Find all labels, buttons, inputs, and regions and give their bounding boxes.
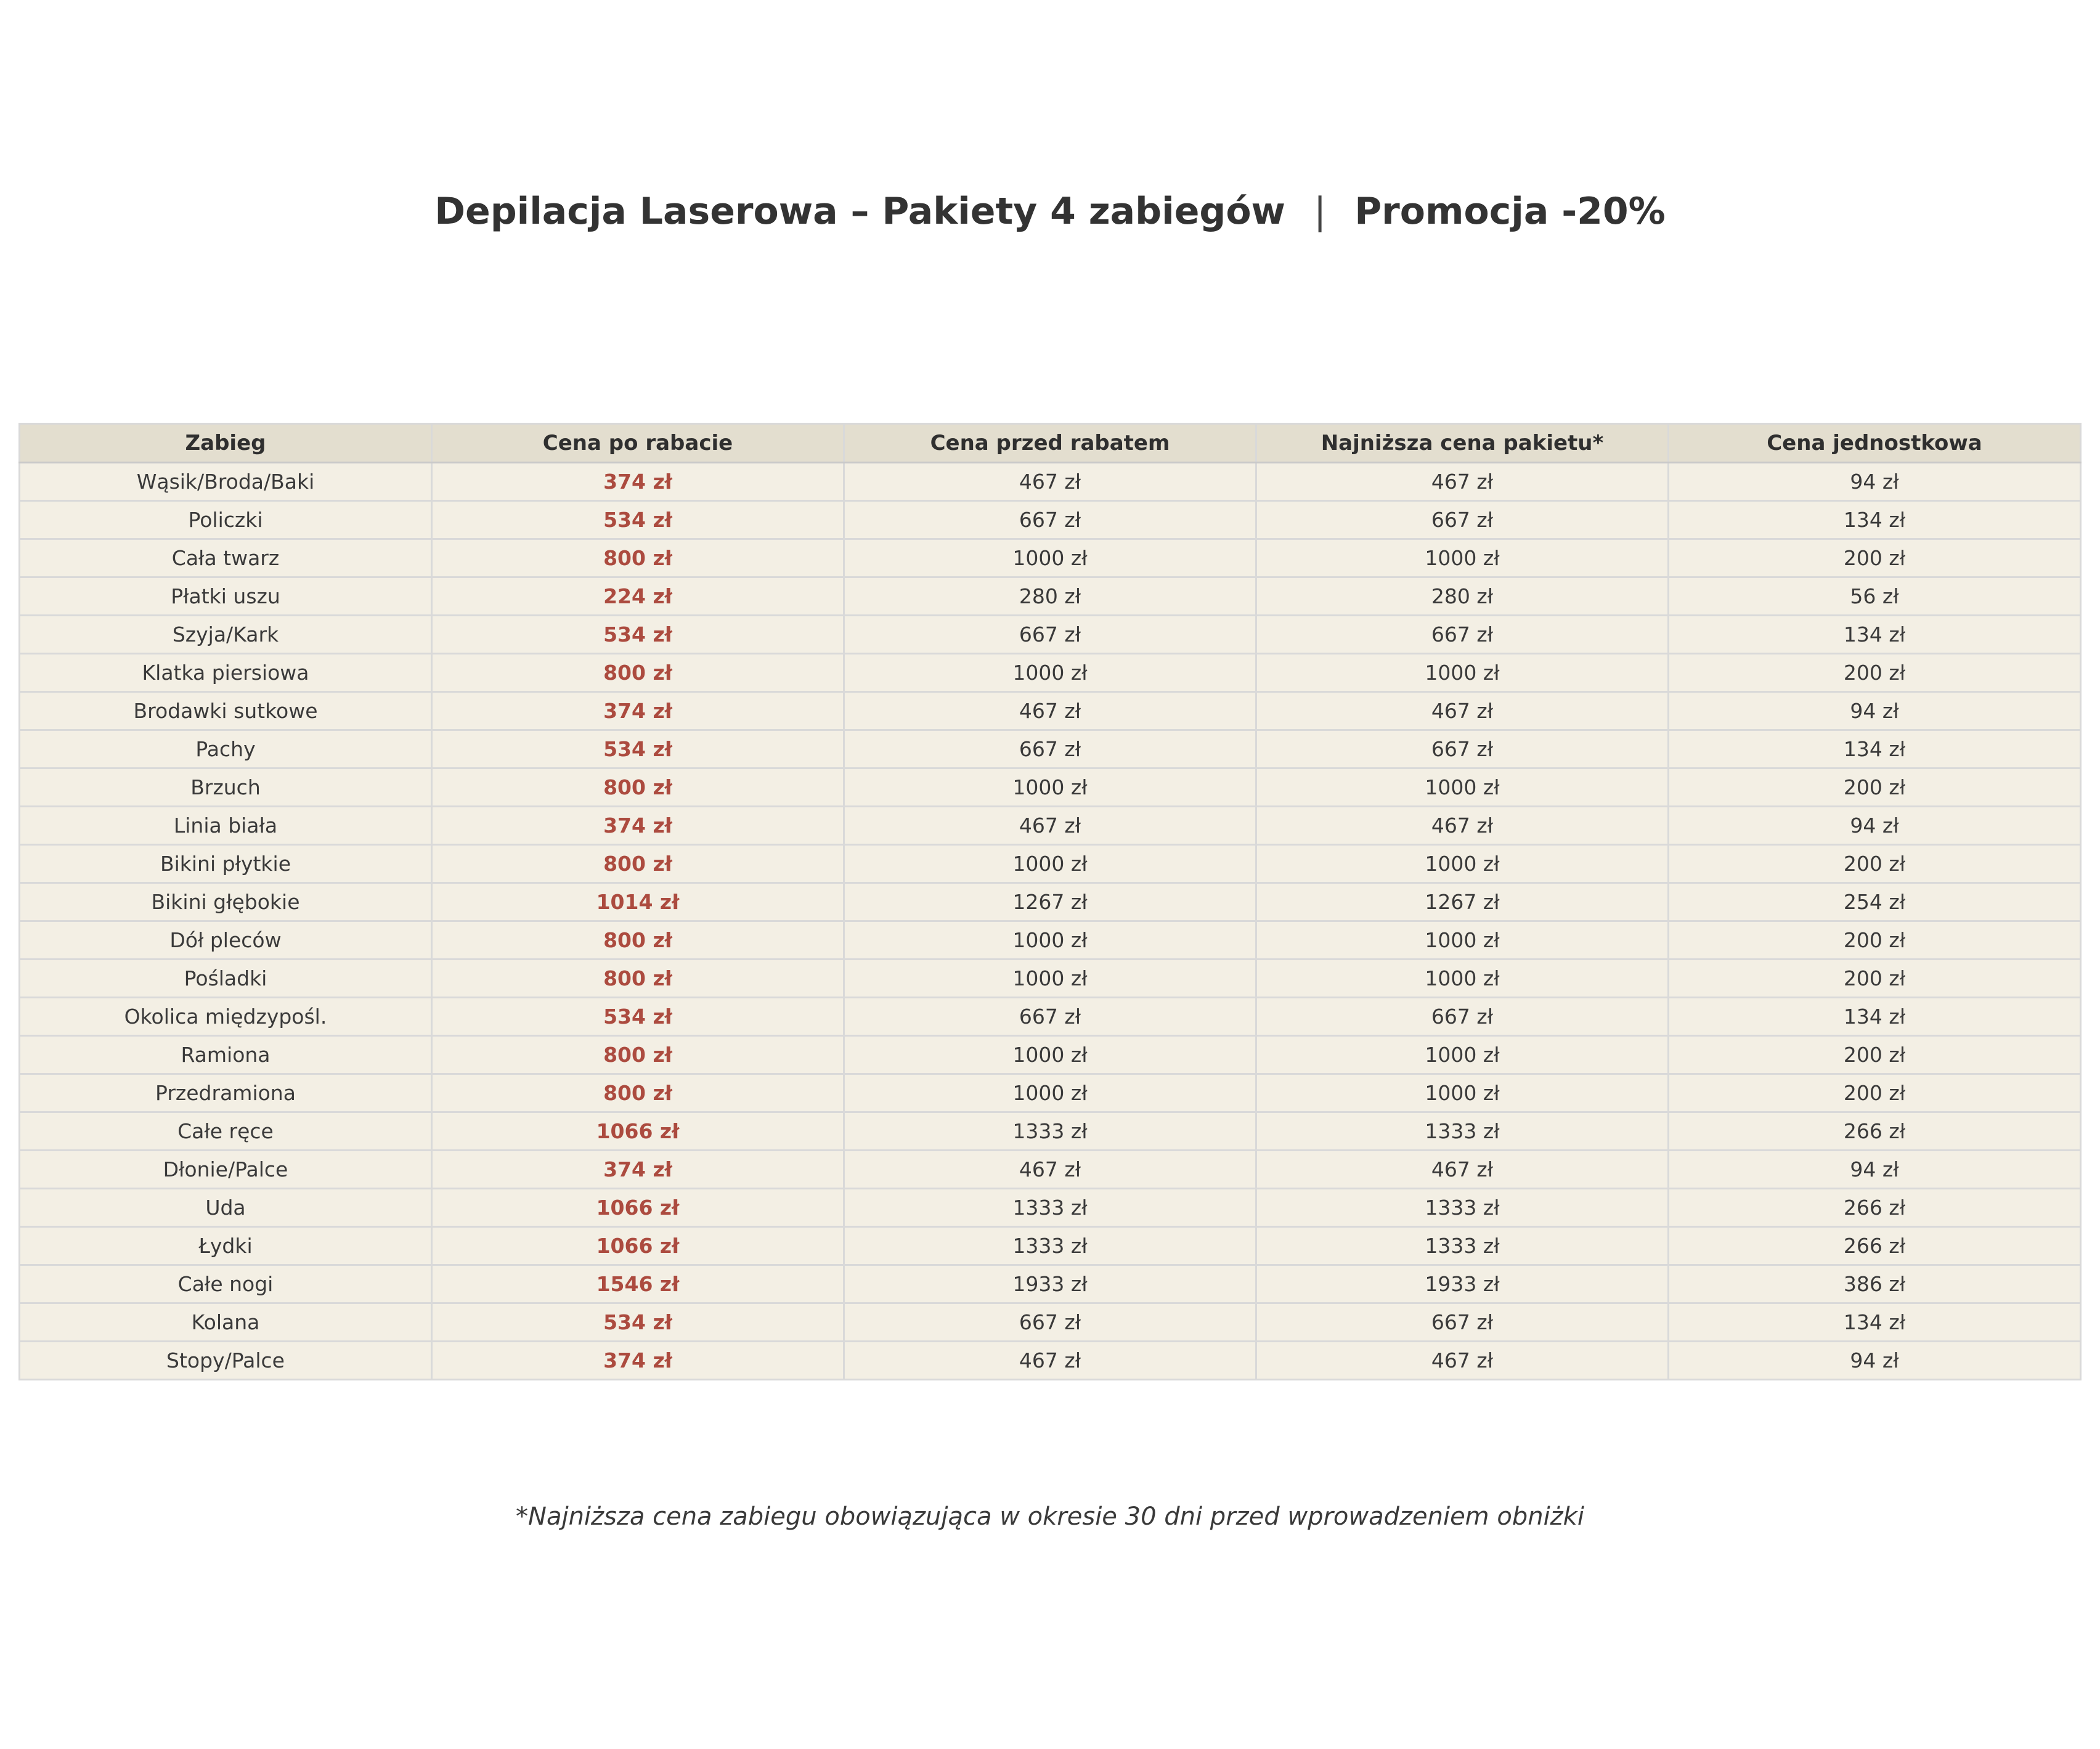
unit-price-cell: 134 zł xyxy=(1669,730,2081,768)
treatment-cell: Ramiona xyxy=(20,1036,432,1074)
discount-price-cell: 800 zł xyxy=(432,1074,844,1112)
discount-price-cell: 374 zł xyxy=(432,692,844,730)
unit-price-cell: 56 zł xyxy=(1669,577,2081,616)
table-row xyxy=(20,616,2081,654)
column-header-unit-price: Cena jednostkowa xyxy=(1669,424,2081,463)
lowest-package-price-cell: 667 zł xyxy=(1256,998,1669,1036)
lowest-package-price-cell: 467 zł xyxy=(1256,692,1669,730)
lowest-package-price-cell: 1000 zł xyxy=(1256,1036,1669,1074)
discount-price-cell: 1546 zł xyxy=(432,1265,844,1303)
discount-price-cell: 800 zł xyxy=(432,1036,844,1074)
pre-discount-price-cell: 1333 zł xyxy=(844,1227,1256,1265)
discount-price-cell: 224 zł xyxy=(432,577,844,616)
unit-price-cell: 386 zł xyxy=(1669,1265,2081,1303)
pre-discount-price-cell: 1000 zł xyxy=(844,539,1256,577)
discount-price-cell: 800 zł xyxy=(432,960,844,998)
unit-price-cell: 200 zł xyxy=(1669,539,2081,577)
pre-discount-price-cell: 1000 zł xyxy=(844,960,1256,998)
discount-price-cell: 534 zł xyxy=(432,998,844,1036)
lowest-package-price-cell: 1000 zł xyxy=(1256,654,1669,692)
discount-price-cell: 534 zł xyxy=(432,616,844,654)
treatment-cell: Linia biała xyxy=(20,807,432,845)
discount-price-cell: 800 zł xyxy=(432,768,844,807)
table-row xyxy=(20,1151,2081,1189)
footnote: *Najniższa cena zabiegu obowiązująca w okresie 30 dni przed wprowadzeniem obniżki xyxy=(516,1502,1584,1531)
lowest-package-price-cell: 667 zł xyxy=(1256,616,1669,654)
treatment-cell: Płatki uszu xyxy=(20,577,432,616)
discount-price-cell: 800 zł xyxy=(432,845,844,883)
discount-price-cell: 534 zł xyxy=(432,730,844,768)
unit-price-cell: 266 zł xyxy=(1669,1112,2081,1151)
unit-price-cell: 254 zł xyxy=(1669,883,2081,921)
table-row xyxy=(20,921,2081,960)
treatment-cell: Wąsik/Broda/Baki xyxy=(20,463,432,501)
pre-discount-price-cell: 467 zł xyxy=(844,1151,1256,1189)
title-separator: | xyxy=(1313,190,1327,233)
column-header-discount-price: Cena po rabacie xyxy=(432,424,844,463)
table-row xyxy=(20,692,2081,730)
discount-price-cell: 1066 zł xyxy=(432,1227,844,1265)
lowest-package-price-cell: 467 zł xyxy=(1256,1151,1669,1189)
lowest-package-price-cell: 1000 zł xyxy=(1256,845,1669,883)
table-row xyxy=(20,1112,2081,1151)
table-row xyxy=(20,768,2081,807)
table-body xyxy=(20,463,2081,1380)
lowest-package-price-cell: 1000 zł xyxy=(1256,921,1669,960)
discount-price-cell: 1014 zł xyxy=(432,883,844,921)
table-row xyxy=(20,998,2081,1036)
page-title xyxy=(0,190,2100,233)
lowest-package-price-cell: 467 zł xyxy=(1256,807,1669,845)
unit-price-cell: 94 zł xyxy=(1669,1151,2081,1189)
pre-discount-price-cell: 667 zł xyxy=(844,1303,1256,1342)
unit-price-cell: 200 zł xyxy=(1669,654,2081,692)
lowest-package-price-cell: 1933 zł xyxy=(1256,1265,1669,1303)
treatment-cell: Klatka piersiowa xyxy=(20,654,432,692)
table-row xyxy=(20,501,2081,539)
table-row xyxy=(20,1036,2081,1074)
lowest-package-price-cell: 1333 zł xyxy=(1256,1227,1669,1265)
unit-price-cell: 134 zł xyxy=(1669,616,2081,654)
pre-discount-price-cell: 1333 zł xyxy=(844,1189,1256,1227)
treatment-cell: Łydki xyxy=(20,1227,432,1265)
discount-price-cell: 1066 zł xyxy=(432,1112,844,1151)
unit-price-cell: 266 zł xyxy=(1669,1227,2081,1265)
pre-discount-price-cell: 1000 zł xyxy=(844,768,1256,807)
table-row xyxy=(20,1342,2081,1380)
unit-price-cell: 94 zł xyxy=(1669,807,2081,845)
treatment-cell: Całe nogi xyxy=(20,1265,432,1303)
treatment-cell: Kolana xyxy=(20,1303,432,1342)
pre-discount-price-cell: 1267 zł xyxy=(844,883,1256,921)
table-row xyxy=(20,1189,2081,1227)
treatment-cell: Cała twarz xyxy=(20,539,432,577)
pre-discount-price-cell: 467 zł xyxy=(844,692,1256,730)
table-row xyxy=(20,845,2081,883)
lowest-package-price-cell: 467 zł xyxy=(1256,1342,1669,1380)
treatment-cell: Brzuch xyxy=(20,768,432,807)
pre-discount-price-cell: 1933 zł xyxy=(844,1265,1256,1303)
lowest-package-price-cell: 1333 zł xyxy=(1256,1112,1669,1151)
unit-price-cell: 134 zł xyxy=(1669,998,2081,1036)
table-row xyxy=(20,539,2081,577)
discount-price-cell: 534 zł xyxy=(432,1303,844,1342)
unit-price-cell: 134 zł xyxy=(1669,501,2081,539)
treatment-cell: Dłonie/Palce xyxy=(20,1151,432,1189)
table-header xyxy=(20,424,2081,463)
table-row xyxy=(20,883,2081,921)
column-header-lowest-package-price: Najniższa cena pakietu* xyxy=(1256,424,1669,463)
unit-price-cell: 134 zł xyxy=(1669,1303,2081,1342)
table-row xyxy=(20,730,2081,768)
lowest-package-price-cell: 280 zł xyxy=(1256,577,1669,616)
treatment-cell: Bikini głębokie xyxy=(20,883,432,921)
column-header-treatment: Zabieg xyxy=(20,424,432,463)
pre-discount-price-cell: 667 zł xyxy=(844,998,1256,1036)
column-header-pre-discount-price: Cena przed rabatem xyxy=(844,424,1256,463)
unit-price-cell: 200 zł xyxy=(1669,1074,2081,1112)
lowest-package-price-cell: 1000 zł xyxy=(1256,1074,1669,1112)
lowest-package-price-cell: 667 zł xyxy=(1256,501,1669,539)
unit-price-cell: 200 zł xyxy=(1669,960,2081,998)
discount-price-cell: 374 zł xyxy=(432,1151,844,1189)
pre-discount-price-cell: 1000 zł xyxy=(844,845,1256,883)
discount-price-cell: 534 zł xyxy=(432,501,844,539)
unit-price-cell: 200 zł xyxy=(1669,845,2081,883)
table-row xyxy=(20,654,2081,692)
table-row xyxy=(20,577,2081,616)
treatment-cell: Brodawki sutkowe xyxy=(20,692,432,730)
unit-price-cell: 200 zł xyxy=(1669,768,2081,807)
title-main: Depilacja Laserowa – Pakiety 4 zabiegów xyxy=(434,190,1285,233)
treatment-cell: Stopy/Palce xyxy=(20,1342,432,1380)
pre-discount-price-cell: 667 zł xyxy=(844,730,1256,768)
unit-price-cell: 200 zł xyxy=(1669,921,2081,960)
unit-price-cell: 94 zł xyxy=(1669,1342,2081,1380)
treatment-cell: Przedramiona xyxy=(20,1074,432,1112)
treatment-cell: Uda xyxy=(20,1189,432,1227)
treatment-cell: Pachy xyxy=(20,730,432,768)
discount-price-cell: 800 zł xyxy=(432,654,844,692)
treatment-cell: Dół pleców xyxy=(20,921,432,960)
lowest-package-price-cell: 1267 zł xyxy=(1256,883,1669,921)
table-row xyxy=(20,1265,2081,1303)
pre-discount-price-cell: 1000 zł xyxy=(844,1036,1256,1074)
table-row xyxy=(20,463,2081,501)
treatment-cell: Pośladki xyxy=(20,960,432,998)
table-row xyxy=(20,1074,2081,1112)
unit-price-cell: 266 zł xyxy=(1669,1189,2081,1227)
title-promo: Promocja -20% xyxy=(1354,190,1666,233)
discount-price-cell: 374 zł xyxy=(432,463,844,501)
lowest-package-price-cell: 1000 zł xyxy=(1256,960,1669,998)
pre-discount-price-cell: 667 zł xyxy=(844,616,1256,654)
lowest-package-price-cell: 1000 zł xyxy=(1256,768,1669,807)
price-table xyxy=(18,423,2082,1380)
lowest-package-price-cell: 1333 zł xyxy=(1256,1189,1669,1227)
pre-discount-price-cell: 1333 zł xyxy=(844,1112,1256,1151)
table-row xyxy=(20,807,2081,845)
table-row xyxy=(20,1227,2081,1265)
pre-discount-price-cell: 467 zł xyxy=(844,807,1256,845)
discount-price-cell: 800 zł xyxy=(432,539,844,577)
table-row xyxy=(20,1303,2081,1342)
discount-price-cell: 374 zł xyxy=(432,807,844,845)
lowest-package-price-cell: 667 zł xyxy=(1256,730,1669,768)
lowest-package-price-cell: 667 zł xyxy=(1256,1303,1669,1342)
pre-discount-price-cell: 1000 zł xyxy=(844,921,1256,960)
pre-discount-price-cell: 1000 zł xyxy=(844,654,1256,692)
pre-discount-price-cell: 467 zł xyxy=(844,463,1256,501)
header-row xyxy=(20,424,2081,463)
pre-discount-price-cell: 667 zł xyxy=(844,501,1256,539)
unit-price-cell: 94 zł xyxy=(1669,463,2081,501)
discount-price-cell: 374 zł xyxy=(432,1342,844,1380)
pre-discount-price-cell: 467 zł xyxy=(844,1342,1256,1380)
treatment-cell: Szyja/Kark xyxy=(20,616,432,654)
discount-price-cell: 1066 zł xyxy=(432,1189,844,1227)
treatment-cell: Policzki xyxy=(20,501,432,539)
table-row xyxy=(20,960,2081,998)
pre-discount-price-cell: 280 zł xyxy=(844,577,1256,616)
treatment-cell: Okolica międzypośl. xyxy=(20,998,432,1036)
pre-discount-price-cell: 1000 zł xyxy=(844,1074,1256,1112)
treatment-cell: Bikini płytkie xyxy=(20,845,432,883)
lowest-package-price-cell: 467 zł xyxy=(1256,463,1669,501)
discount-price-cell: 800 zł xyxy=(432,921,844,960)
lowest-package-price-cell: 1000 zł xyxy=(1256,539,1669,577)
unit-price-cell: 200 zł xyxy=(1669,1036,2081,1074)
unit-price-cell: 94 zł xyxy=(1669,692,2081,730)
treatment-cell: Całe ręce xyxy=(20,1112,432,1151)
